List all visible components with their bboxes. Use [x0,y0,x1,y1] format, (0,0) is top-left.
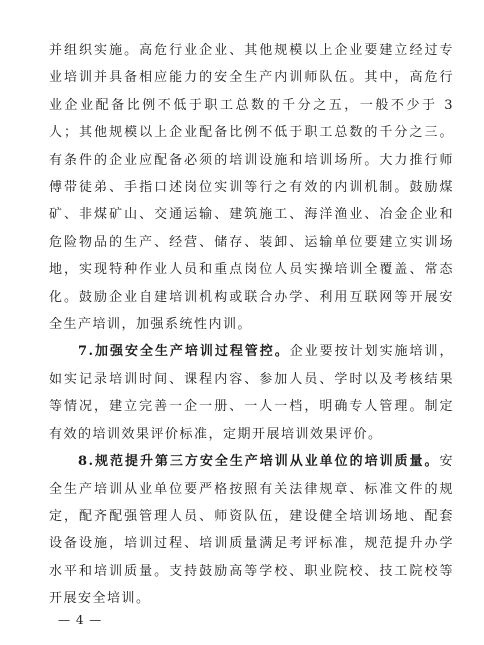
paragraph-heading: 8.规范提升第三方安全生产培训从业单位的培训质量。 [78,454,440,470]
paragraph-item-8 [49,448,454,612]
paragraph-body: 并组织实施。高危行业企业、其他规模以上企业要建立经过专业培训并具备相应能力的安全生产内训师队伍。其中，高危行业企业配备比例不低于职工总数的千分之五，一般不少于 3 人；其他规模以上企业配备比例不低于职工总数的千分之三。有条件的企业应配备必须的培训设施和培训场所。大力推行师傅带徒弟、手指口述岗位实训等行之有效的内训机制。鼓励煤矿、非煤矿山、交通运输、建筑施工、海洋渔业、冶金企业和危险物品的生产、经营、储存、装卸、运输单位要建立实训场地，实现特种作业人员和重点岗位人员实操培训全覆盖、常态化。鼓励企业自建培训机构或联合办学、利用互联网等开展安全生产培训，加强系统性内训。 [49,43,454,333]
page-number: — 4 — [58,613,103,627]
paragraph-heading: 7.加强安全生产培训过程管控。 [78,344,290,360]
paragraph-item-7 [49,338,454,448]
paragraph-continuation [49,37,454,338]
paragraph-body: 企业要按计划实施培训，如实记录培训时间、课程内容、参加人员、学时以及考核结果等情况，建立完善一企一册、一人一档，明确专人管理。制定有效的培训效果评价标准，定期开展培训效果评价。 [49,344,454,442]
paragraph-body: 安全生产培训从业单位要严格按照有关法律规章、标准文件的规定，配齐配强管理人员、师资队伍，建设健全培训场地、配套设备设施，培训过程、培训质量满足考评标准，规范提升办学水平和培训质量。支持鼓励高等学校、职业院校、技工院校等开展安全培训。 [49,454,454,607]
